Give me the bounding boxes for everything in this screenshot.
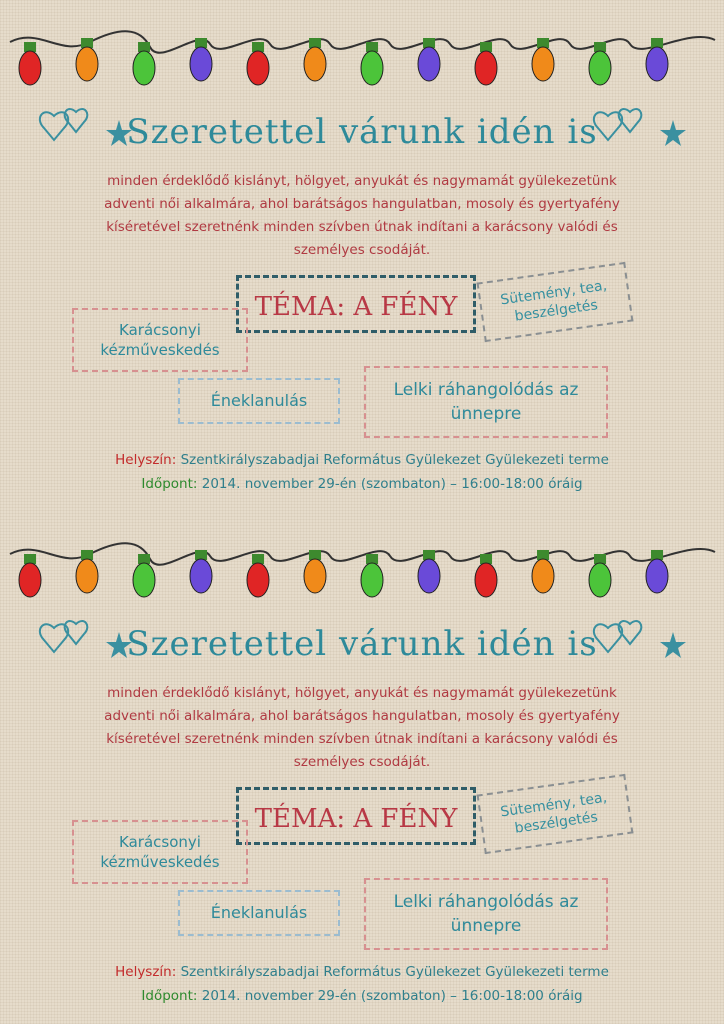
time-value: 2014. november 29-én (szombaton) – 16:00-18:00 óráig [201,476,583,492]
craft-box: Karácsonyi kézműveskedés [72,308,248,372]
light-bulb [361,51,383,85]
time-line [0,988,724,1004]
light-bulb [76,559,98,593]
light-bulb [361,563,383,597]
intro-text: minden érdeklődő kislányt, hölgyet, anyukát és nagymamát gyülekezetünk adventi női alkalmára, ahol barátságos hangulatban, mosoly és gyertyafény kíséretével szeretnénk minden szívben útnak indítani a karácsony valódi és személyes csodáját. [104,173,620,258]
place-line [0,964,724,980]
light-bulb [418,559,440,593]
snack-box: Sütemény, tea, beszélgetés [477,262,634,342]
string-lights-icon [0,534,724,624]
light-bulb [247,563,269,597]
singing-box: Éneklanulás [178,890,340,936]
light-bulb [133,51,155,85]
light-bulb [646,559,668,593]
time-value: 2014. november 29-én (szombaton) – 16:00-18:00 óráig [201,988,583,1004]
flyer-title: Szeretettel várunk idén is [126,112,598,152]
light-bulb [190,559,212,593]
singing-box: Éneklanulás [178,378,340,424]
light-bulb [19,563,41,597]
theme-box: TÉMA: A FÉNY [236,787,476,845]
place-line [0,452,724,468]
light-bulb [475,51,497,85]
light-bulb [190,47,212,81]
light-bulb [532,559,554,593]
place-value: Szentkirályszabadjai Református Gyülekezet Gyülekezeti terme [180,452,609,468]
flyer-title: Szeretettel várunk idén is [126,624,598,664]
snack-box: Sütemény, tea, beszélgetés [477,774,634,854]
time-label: Időpont: [141,476,198,492]
light-bulb [475,563,497,597]
light-bulb [304,559,326,593]
light-bulb [133,563,155,597]
light-bulb [589,51,611,85]
place-label: Helyszín: [115,964,177,980]
time-label: Időpont: [141,988,198,1004]
light-bulb [247,51,269,85]
light-bulb [532,47,554,81]
light-bulb [589,563,611,597]
craft-box: Karácsonyi kézműveskedés [72,820,248,884]
flyer [0,512,724,1024]
intro-text: minden érdeklődő kislányt, hölgyet, anyukát és nagymamát gyülekezetünk adventi női alkalmára, ahol barátságos hangulatban, mosoly és gyertyafény kíséretével szeretnénk minden szívben útnak indítani a karácsony valódi és személyes csodáját. [104,685,620,770]
place-label: Helyszín: [115,452,177,468]
light-bulb [304,47,326,81]
time-line [0,476,724,492]
light-bulb [646,47,668,81]
soul-box: Lelki ráhangolódás az ünnepre [364,366,608,438]
string-lights-icon [0,22,724,112]
light-bulb [76,47,98,81]
place-value: Szentkirályszabadjai Református Gyülekezet Gyülekezeti terme [180,964,609,980]
light-bulb [418,47,440,81]
light-bulb [19,51,41,85]
soul-box: Lelki ráhangolódás az ünnepre [364,878,608,950]
theme-box: TÉMA: A FÉNY [236,275,476,333]
